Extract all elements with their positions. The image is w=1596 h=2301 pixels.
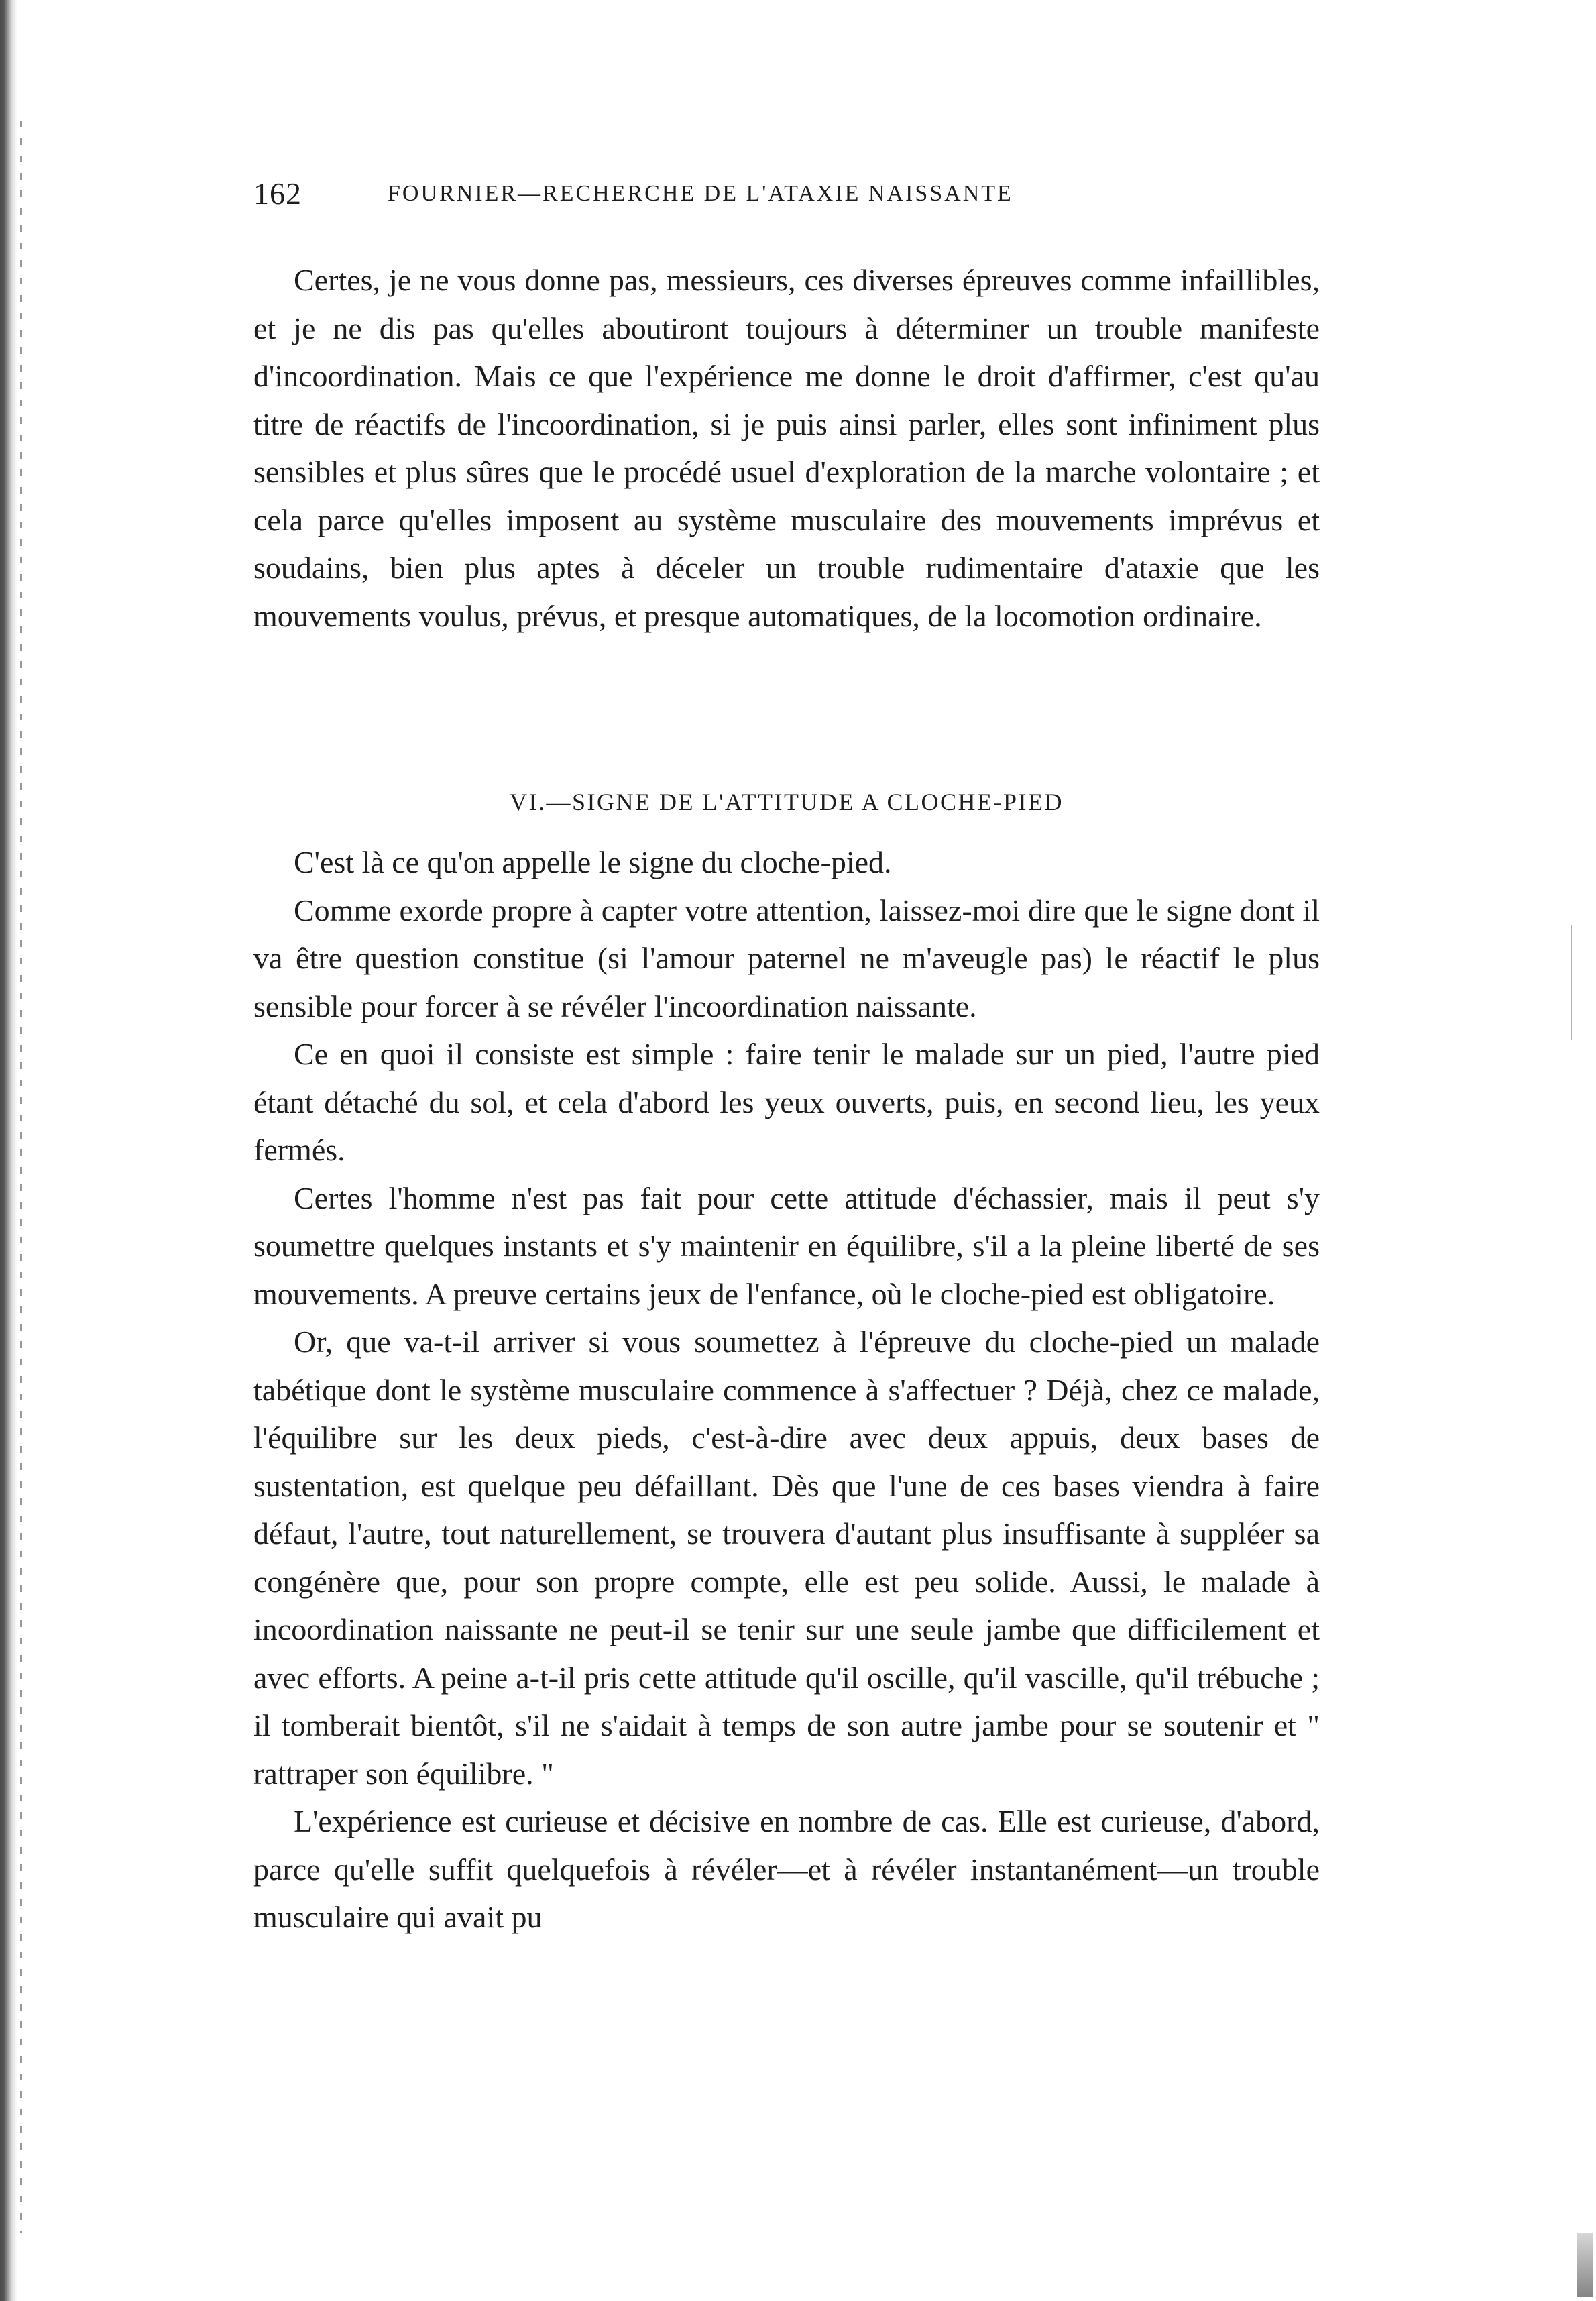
body-text-before-section xyxy=(253,256,1320,640)
paragraph: L'expérience est curieuse et décisive en nombre de cas. Elle est curieuse, d'abord, parce qu'elle suffit quelquefois à révéler—et à révéler instantanément—un trouble musculaire qui avait pu xyxy=(253,1804,1320,1934)
page-number: 162 xyxy=(253,176,302,211)
scan-edge-marks xyxy=(20,121,22,2233)
scan-corner-mark xyxy=(1577,2233,1593,2297)
body-text-after-section xyxy=(253,838,1320,1942)
page-header xyxy=(253,176,1253,216)
scan-right-mark xyxy=(1571,925,1572,1040)
paragraph: Or, que va-t-il arriver si vous soumettez à l'épreuve du cloche-pied un malade tabétique dont le système musculaire commence à s'affectuer ? Déjà, chez ce malade, l'équilibre sur les deux pieds, c'est-à-dire avec deux appuis, deux bases de sustentation, est quelque peu défaillant. Dès que l'une de ces bases viendra à faire défaut, l'autre, tout naturellement, se trouvera d'autant plus insuffisante à suppléer sa congénère que, pour son propre compte, elle est peu solide. Aussi, le malade à incoordination naissante ne peut-il se tenir sur une seule jambe que difficilement et avec efforts. A peine a-t-il pris cette attitude qu'il oscille, qu'il vascille, qu'il trébuche ; il tomberait bientôt, s'il ne s'aidait à temps de son autre jambe pour se soutenir et " rattraper son équilibre. " xyxy=(253,1325,1320,1791)
paragraph: Certes, je ne vous donne pas, messieurs, ces diverses épreuves comme infaillibles, et je ne dis pas qu'elles aboutiront toujours à déterminer un trouble manifeste d'incoordination. Mais ce que l'expérience me donne le droit d'affirmer, c'est qu'au titre de réactifs de l'incoordination, si je puis ainsi parler, elles sont infiniment plus sensibles et plus sûres que le procédé usuel d'exploration de la marche volontaire ; et cela parce qu'elles imposent au système musculaire des mouvements imprévus et soudains, bien plus aptes à déceler un trouble rudimentaire d'ataxie que les mouvements voulus, prévus, et presque automatiques, de la locomotion ordinaire. xyxy=(253,263,1320,633)
paragraph: C'est là ce qu'on appelle le signe du cloche-pied. xyxy=(294,845,892,879)
paragraph: Comme exorde propre à capter votre attention, laissez-moi dire que le signe dont il va être question constitue (si l'amour paternel ne m'aveugle pas) le réactif le plus sensible pour forcer à se révéler l'incoordination naissante. xyxy=(253,893,1320,1023)
paragraph: Certes l'homme n'est pas fait pour cette attitude d'échassier, mais il peut s'y soumettre quelques instants et s'y maintenir en équilibre, s'il a la pleine liberté de ses mouvements. A preuve certains jeux de l'enfance, où le cloche-pied est obligatoire. xyxy=(253,1180,1320,1311)
paragraph: Ce en quoi il consiste est simple : faire tenir le malade sur un pied, l'autre pied étant détaché du sol, et cela d'abord les yeux ouverts, puis, en second lieu, les yeux fermés. xyxy=(253,1037,1320,1167)
section-heading: VI.—SIGNE DE L'ATTITUDE A CLOCHE-PIED xyxy=(510,789,1064,816)
running-head: FOURNIER—RECHERCHE DE L'ATAXIE NAISSANTE xyxy=(388,181,1013,206)
scan-edge-shadow xyxy=(0,0,17,2301)
